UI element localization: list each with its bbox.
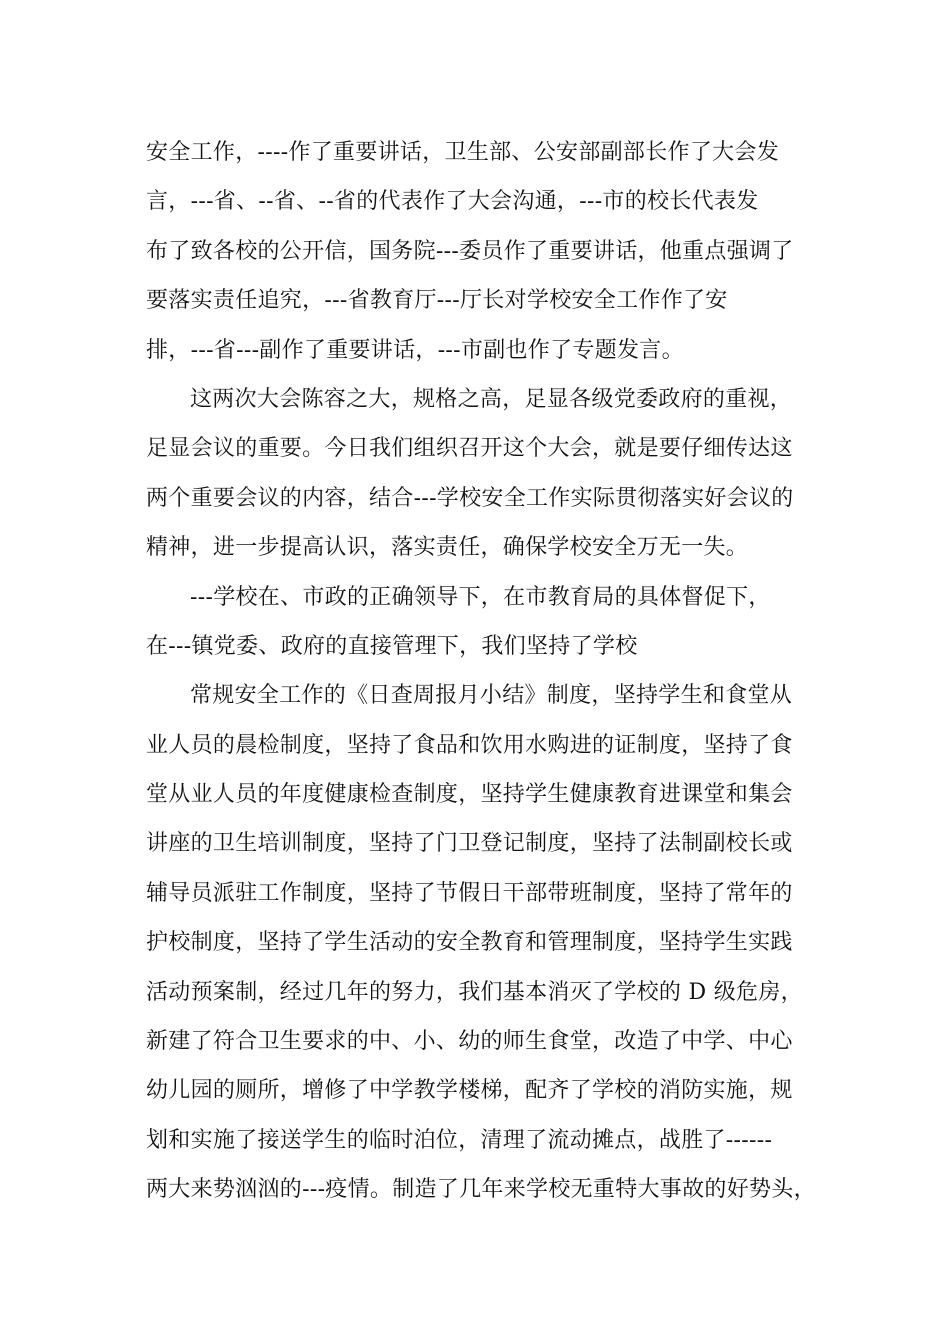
text-line: 划和实施了接送学生的临时泊位，清理了流动摊点，战胜了------: [146, 1127, 773, 1153]
text-line: 排，---省---副作了重要讲话，---市副也作了专题发言。: [146, 337, 684, 363]
text-line: 两大来势汹汹的---疫情。制造了几年来学校无重特大事故的好势头，: [146, 1177, 816, 1203]
text-line: 要落实责任追究，---省教育厅---厅长对学校安全工作作了安: [146, 288, 728, 314]
text-line: 新建了符合卫生要求的中、小、幼的师生食堂，改造了中学、中心: [146, 1029, 793, 1055]
text-line: 精神，进一步提高认识，落实责任，确保学校安全万无一失。: [146, 535, 749, 561]
paragraph-first-line: ---学校在、市政的正确领导下，在市教育局的具体督促下，: [190, 584, 771, 610]
text-line: 言，---省、--省、--省的代表作了大会沟通，---市的校长代表发: [146, 189, 759, 215]
text-line: 两个重要会议的内容，结合---学校安全工作实际贯彻落实好会议的: [146, 485, 794, 511]
text-line: 活动预案制，经过几年的努力，我们基本消灭了学校的 D 级危房，: [146, 979, 803, 1005]
text-line: 堂从业人员的年度健康检查制度，坚持学生健康教育进课堂和集会: [146, 782, 793, 808]
text-line: 足显会议的重要。今日我们组织召开这个大会，就是要仔细传达这: [146, 436, 793, 462]
document-body: [146, 128, 826, 1215]
text-line: 布了致各校的公开信，国务院---委员作了重要讲话，他重点强调了: [146, 238, 794, 264]
paragraph-first-line: 常规安全工作的《日查周报月小结》制度，坚持学生和食堂从: [190, 683, 793, 709]
text-line: 讲座的卫生培训制度，坚持了门卫登记制度，坚持了法制副校长或: [146, 831, 793, 857]
paragraph-first-line: 这两次大会陈容之大，规格之高，足显各级党委政府的重视，: [190, 386, 793, 412]
text-line: 辅导员派驻工作制度，坚持了节假日干部带班制度，坚持了常年的: [146, 880, 793, 906]
text-line: 业人员的晨检制度，坚持了食品和饮用水购进的证制度，坚持了食: [146, 732, 793, 758]
text-line: 护校制度，坚持了学生活动的安全教育和管理制度，坚持学生实践: [146, 930, 793, 956]
text-line: 在---镇党委、政府的直接管理下，我们坚持了学校: [146, 633, 638, 659]
text-line: 安全工作，----作了重要讲话，卫生部、公安部副部长作了大会发: [146, 140, 780, 165]
text-line: 幼儿园的厕所，增修了中学教学楼梯，配齐了学校的消防实施，规: [146, 1078, 793, 1104]
